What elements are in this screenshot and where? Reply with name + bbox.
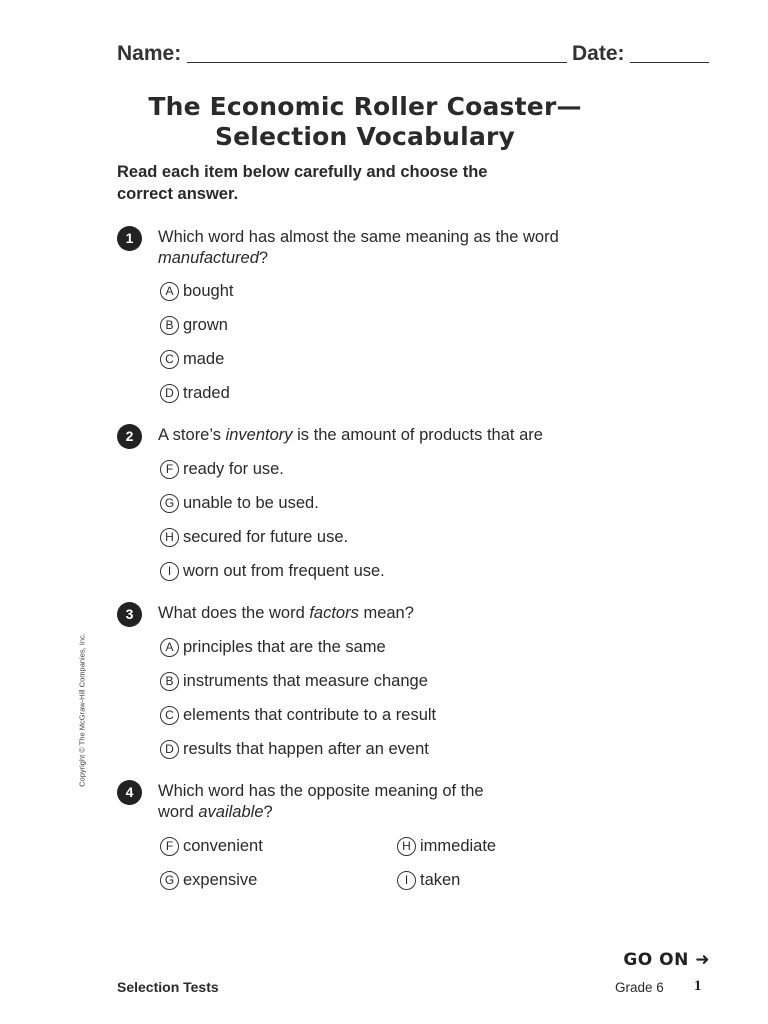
answer-bubble[interactable]: A (160, 282, 179, 301)
answer-bubble[interactable]: F (160, 460, 179, 479)
option-text: grown (183, 316, 228, 334)
question-number-2: 2 (117, 424, 142, 449)
question-1-text-post: ? (258, 249, 269, 267)
option-text: worn out from frequent use. (183, 562, 385, 580)
question-number-4: 4 (117, 780, 142, 805)
question-4-option-f[interactable] (160, 836, 263, 856)
question-2-text (158, 425, 588, 446)
question-2-keyword: inventory (225, 426, 293, 444)
option-text: expensive (183, 871, 258, 889)
question-4-option-g[interactable] (160, 870, 257, 890)
question-1-keyword: manufactured (158, 249, 259, 267)
question-1-text (158, 227, 578, 269)
page-number: 1 (694, 978, 702, 994)
option-text: results that happen after an event (183, 740, 429, 758)
go-on-indicator: GO ON ➜ (623, 950, 710, 970)
question-2-text-post: is the amount of products that are (292, 426, 543, 444)
question-2-option-h[interactable] (160, 527, 348, 547)
answer-bubble[interactable]: B (160, 316, 179, 335)
question-3-text-pre: What does the word (158, 604, 310, 622)
question-3-option-a[interactable] (160, 637, 386, 657)
footer-grade: Grade 6 (615, 980, 664, 995)
answer-bubble[interactable]: I (160, 562, 179, 581)
option-text: principles that are the same (183, 638, 386, 656)
option-text: convenient (183, 837, 263, 855)
instructions: Read each item below carefully and choose the correct answer. (117, 163, 488, 203)
question-1-option-a[interactable] (160, 281, 233, 301)
question-3-text (158, 603, 578, 624)
answer-bubble[interactable]: C (160, 706, 179, 725)
question-3-option-d[interactable] (160, 739, 429, 759)
option-text: elements that contribute to a result (183, 706, 437, 724)
name-label: Name: (117, 42, 182, 65)
question-1-option-b[interactable] (160, 315, 228, 335)
copyright-notice: Copyright © The McGraw-Hill Companies, Inc. (77, 633, 87, 787)
option-text: bought (183, 282, 234, 300)
option-text: made (183, 350, 225, 368)
question-4-text-pre: Which word has the opposite meaning of the word (158, 782, 484, 821)
answer-bubble[interactable]: F (160, 837, 179, 856)
question-2-option-g[interactable] (160, 493, 319, 513)
page-title (0, 92, 730, 152)
date-field[interactable] (630, 62, 709, 63)
question-3-option-c[interactable] (160, 705, 436, 725)
option-text: ready for use. (183, 460, 284, 478)
option-text: taken (420, 871, 461, 889)
option-text: secured for future use. (183, 528, 349, 546)
option-text: immediate (420, 837, 497, 855)
answer-bubble[interactable]: H (397, 837, 416, 856)
option-text: unable to be used. (183, 494, 319, 512)
name-field[interactable] (187, 62, 567, 63)
answer-bubble[interactable]: D (160, 384, 179, 403)
answer-bubble[interactable]: B (160, 672, 179, 691)
answer-bubble[interactable]: G (160, 494, 179, 513)
question-4-text (158, 781, 518, 823)
answer-bubble[interactable]: A (160, 638, 179, 657)
question-1-option-c[interactable] (160, 349, 224, 369)
answer-bubble[interactable]: I (397, 871, 416, 890)
question-2-text-pre: A store’s (158, 426, 226, 444)
question-number-1: 1 (117, 226, 142, 251)
answer-bubble[interactable]: C (160, 350, 179, 369)
option-text: instruments that measure change (183, 672, 428, 690)
question-2-option-f[interactable] (160, 459, 284, 479)
question-1-text-pre: Which word has almost the same meaning as the word (158, 228, 559, 246)
question-3-text-post: mean? (358, 604, 414, 622)
answer-bubble[interactable]: G (160, 871, 179, 890)
question-number-3: 3 (117, 602, 142, 627)
question-4-text-post: ? (263, 803, 273, 821)
option-text: traded (183, 384, 230, 402)
question-3-option-b[interactable] (160, 671, 428, 691)
question-1-option-d[interactable] (160, 383, 230, 403)
title-line-1: The Economic Roller Coaster— (148, 92, 582, 121)
footer-section-title: Selection Tests (117, 979, 219, 995)
question-2-option-i[interactable] (160, 561, 385, 581)
question-3-keyword: factors (309, 604, 359, 622)
question-4-keyword: available (198, 803, 264, 821)
title-line-2: Selection Vocabulary (214, 122, 516, 151)
answer-bubble[interactable]: D (160, 740, 179, 759)
question-4-option-i[interactable] (397, 870, 460, 890)
date-label: Date: (572, 42, 625, 65)
question-4-option-h[interactable] (397, 836, 496, 856)
answer-bubble[interactable]: H (160, 528, 179, 547)
